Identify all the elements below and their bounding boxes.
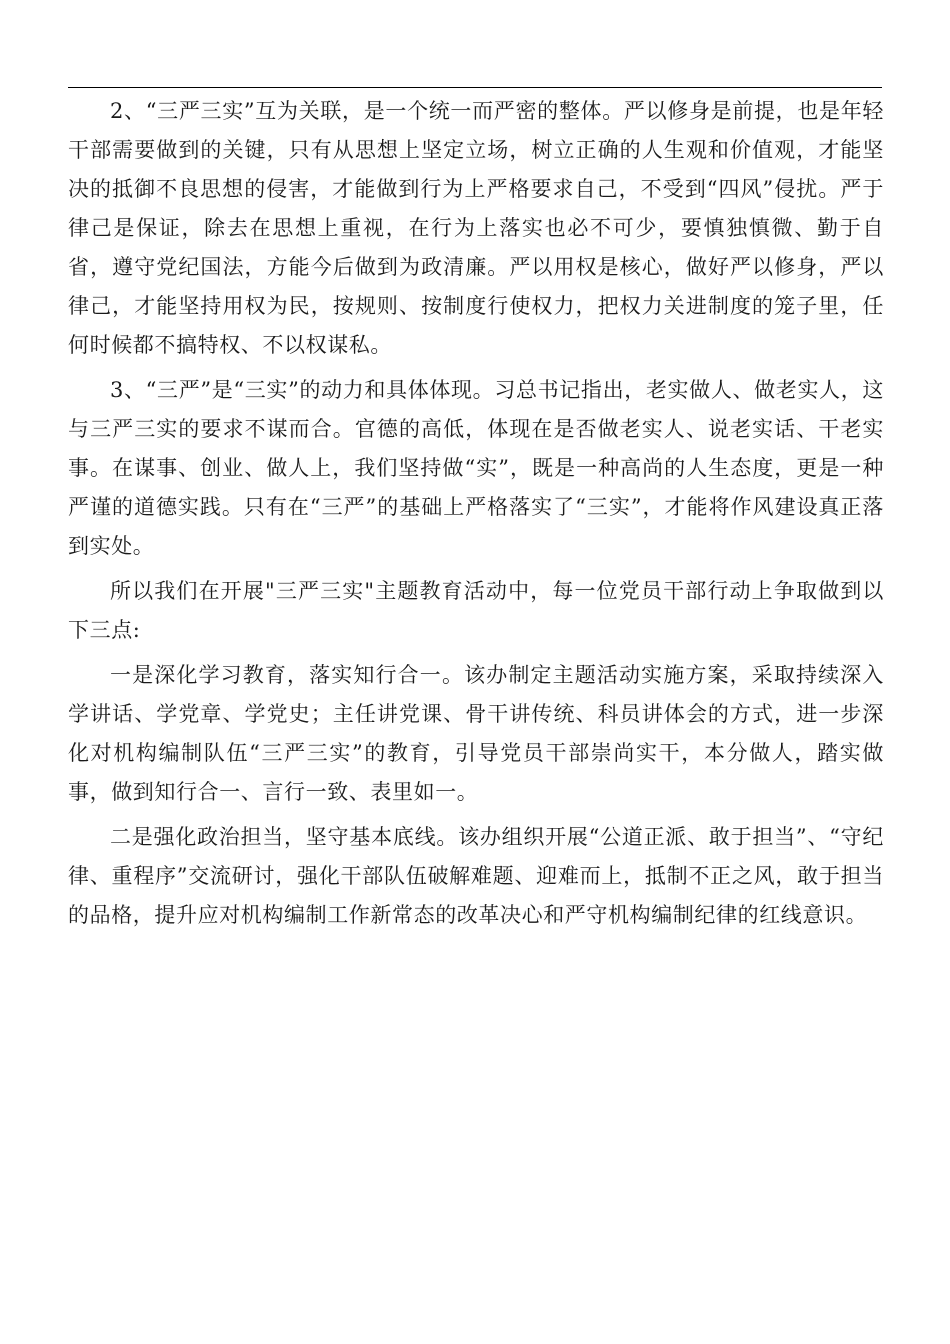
header-rule	[68, 87, 882, 88]
paragraph-second-point: 二是强化政治担当，坚守基本底线。该办组织开展“公道正派、敢于担当”、“守纪律、重程序”交流研讨，强化干部队伍破解难题、迎难而上，抵制不正之风，敢于担当的品格，提升应对机构编制工作新常态的改革决心和严守机构编制纪律的红线意识。	[68, 825, 884, 927]
paragraph-intro-three-points: 所以我们在开展"三严三实"主题教育活动中，每一位党员干部行动上争取做到以下三点:	[68, 579, 884, 642]
paragraph-point-3: 3、“三严”是“三实”的动力和具体体现。习总书记指出，老实做人、做老实人，这与三严三实的要求不谋而合。官德的高低，体现在是否做老实人、说老实话、干老实事。在谋事、创业、做人上，我们坚持做“实”，既是一种高尚的人生态度，更是一种严谨的道德实践。只有在“三严”的基础上严格落实了“三实”，才能将作风建设真正落到实处。	[68, 378, 884, 558]
paragraph-point-2: 2、“三严三实”互为关联，是一个统一而严密的整体。严以修身是前提，也是年轻干部需要做到的关键，只有从思想上坚定立场，树立正确的人生观和价值观，才能坚决的抵御不良思想的侵害，才能做到行为上严格要求自己，不受到“四风”侵扰。严于律己是保证，除去在思想上重视，在行为上落实也必不可少，要慎独慎微、勤于自省，遵守党纪国法，方能今后做到为政清廉。严以用权是核心，做好严以修身，严以律己，才能坚持用权为民，按规则、按制度行使权力，把权力关进制度的笼子里，任何时候都不搞特权、不以权谋私。	[68, 99, 884, 357]
paragraph-first-point: 一是深化学习教育，落实知行合一。该办制定主题活动实施方案，采取持续深入学讲话、学党章、学党史；主任讲党课、骨干讲传统、科员讲体会的方式，进一步深化对机构编制队伍“三严三实”的教育，引导党员干部崇尚实干，本分做人，踏实做事，做到知行合一、言行一致、表里如一。	[68, 663, 884, 804]
document-body	[68, 92, 884, 941]
